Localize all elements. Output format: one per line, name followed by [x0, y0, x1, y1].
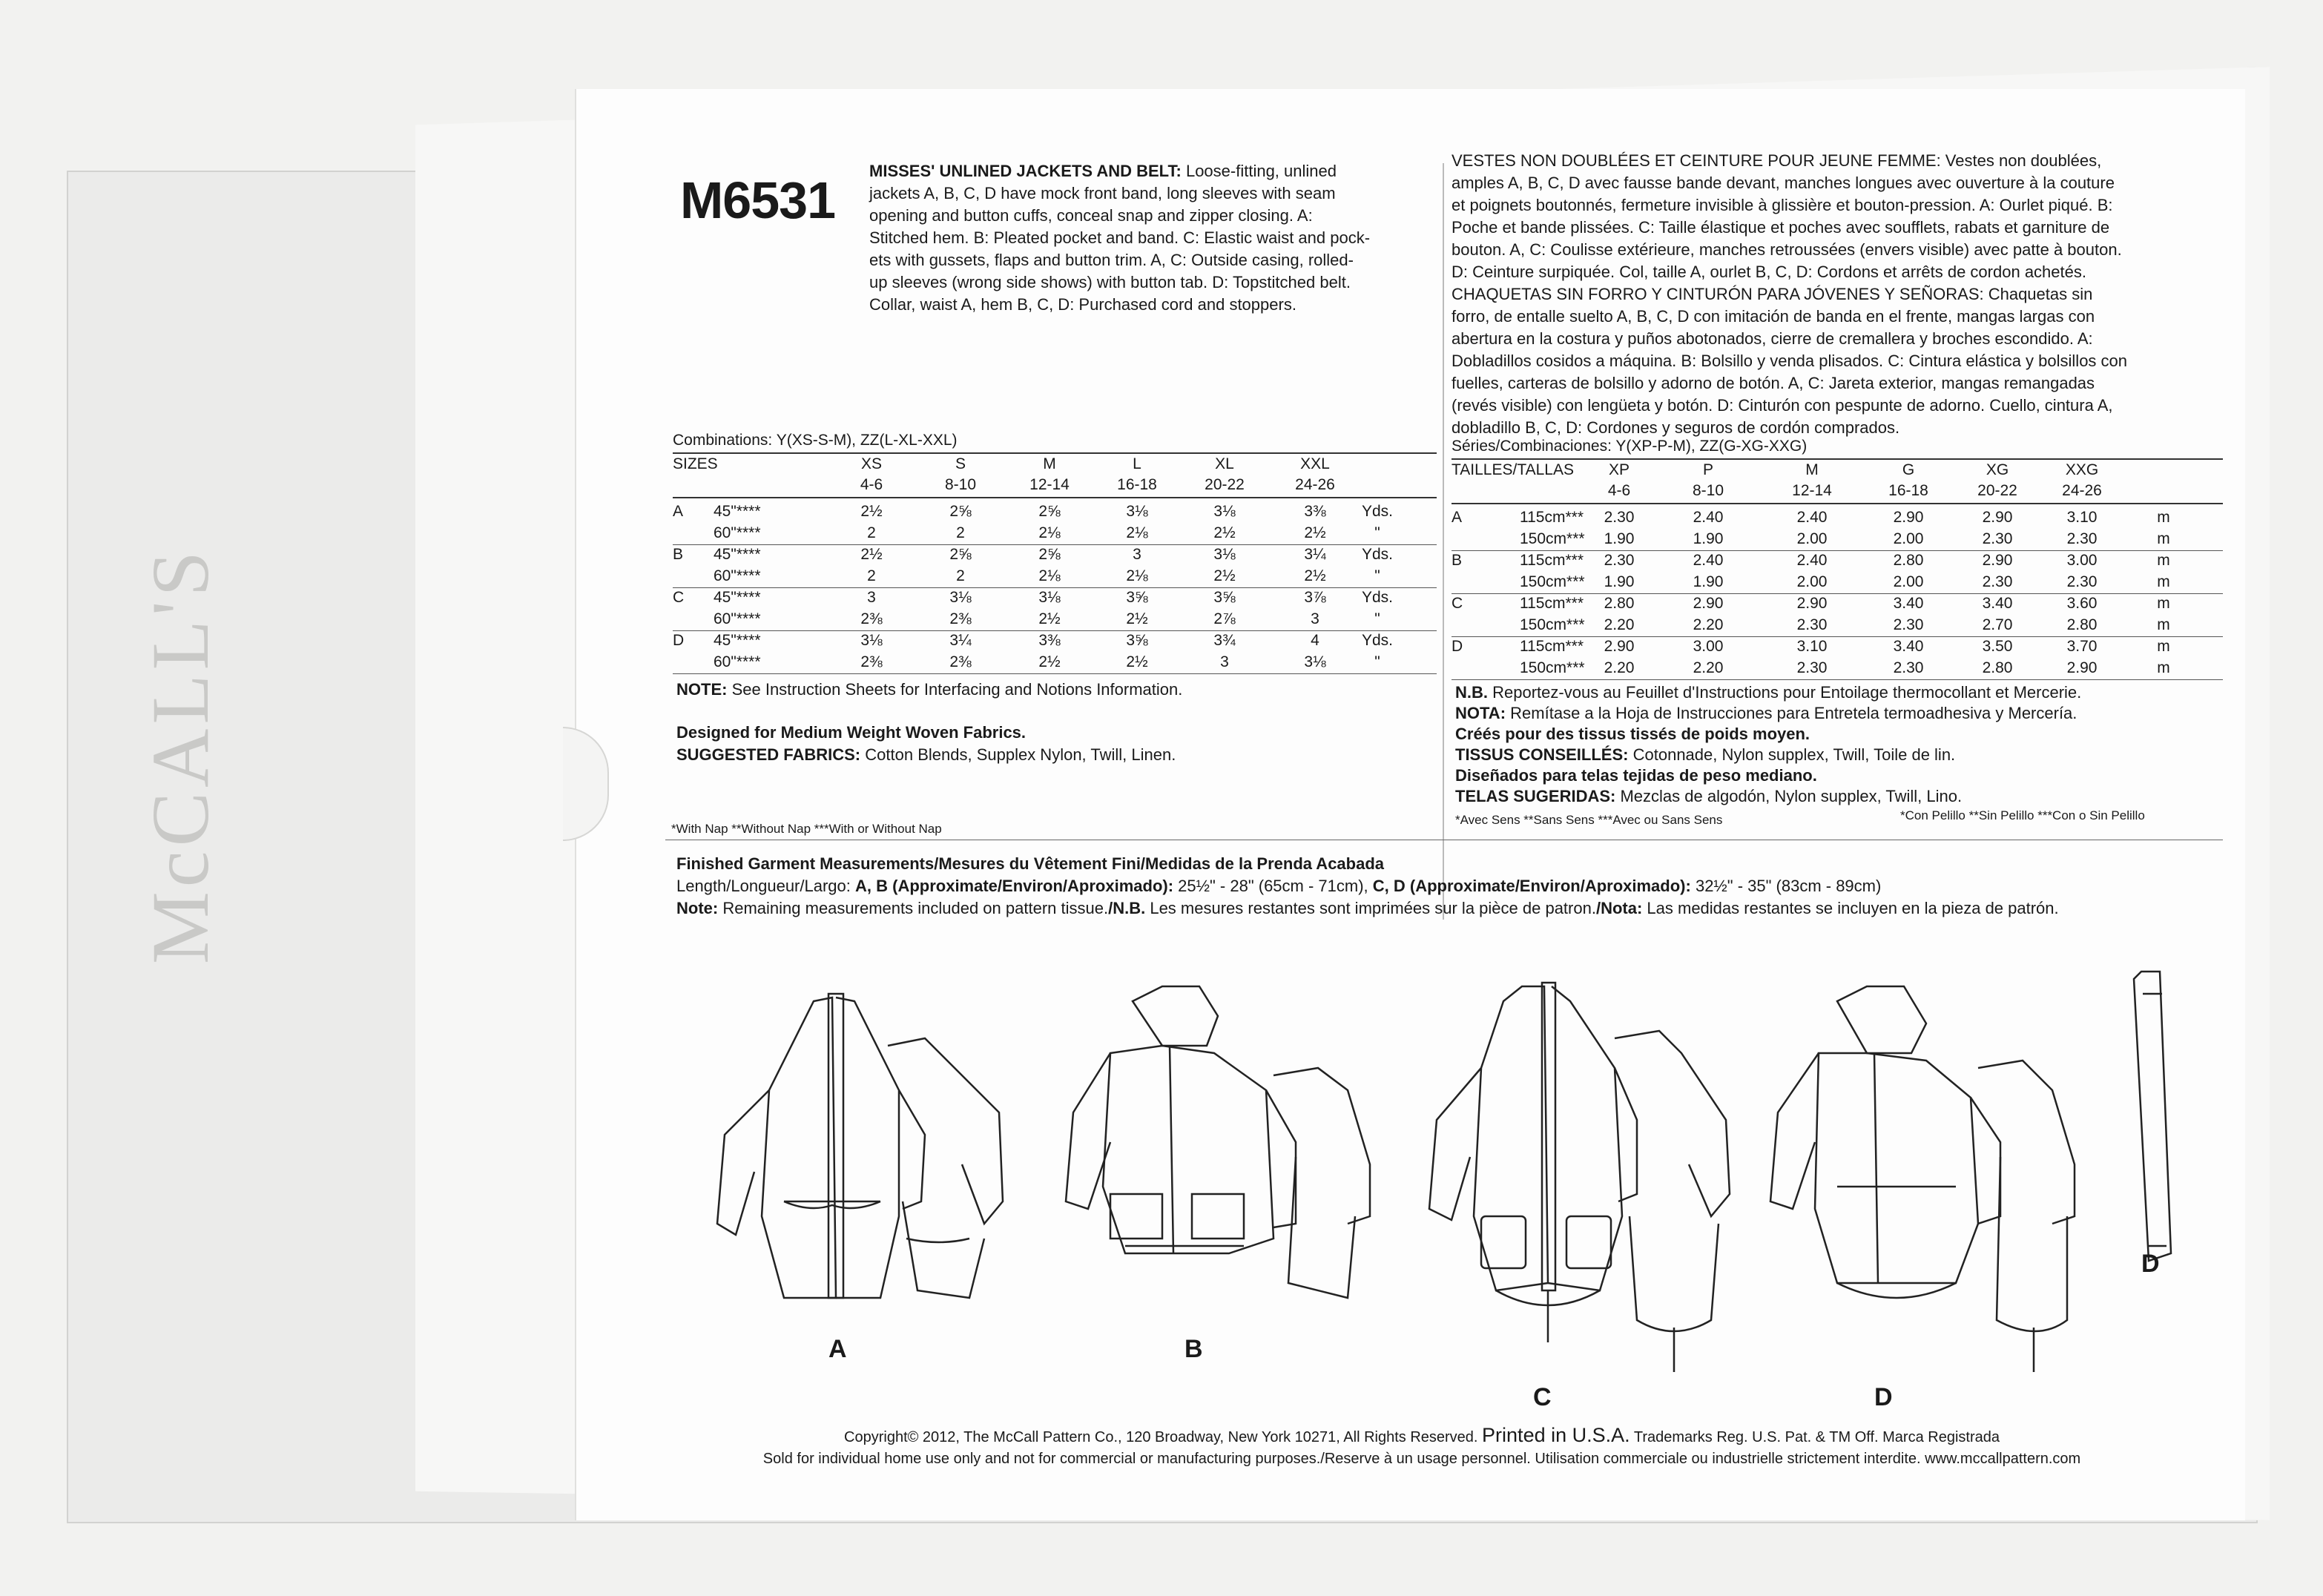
- yardage-value: 3⅝: [1126, 632, 1148, 649]
- description-fr-line-2: et poignets boutonnés, fermeture invisible à glissière et bouton-pression. A: Ourlet piqué. B:: [1452, 196, 2113, 214]
- description-fr-line-0: VESTES NON DOUBLÉES ET CEINTURE POUR JEUNE FEMME: Vestes non doublées,: [1452, 151, 2102, 170]
- sketch-view-c: [1414, 972, 1763, 1417]
- envelope-notch: [563, 727, 609, 841]
- fabric-width: 115cm***: [1520, 509, 1584, 526]
- yardage-value: 3⅛: [949, 589, 972, 606]
- notes-fr-es: [1455, 682, 2227, 807]
- yardage-value: 2⅛: [1038, 524, 1061, 541]
- yardage-value: 3.50: [1982, 638, 2013, 655]
- yardage-value: 2⅜: [860, 653, 883, 670]
- yardage-value: 3⅛: [1304, 653, 1326, 670]
- fabric-width: 60"****: [714, 610, 761, 627]
- yardage-value: 3: [867, 589, 876, 606]
- size-num-en: 12-14: [1029, 476, 1070, 493]
- yardage-value: 3.00: [2066, 552, 2098, 569]
- nota-es: NOTA: Remítase a la Hoja de Instrucciones para Entretela termoadhesiva y Mercería.: [1455, 704, 2077, 722]
- fabric-width: 115cm***: [1520, 595, 1584, 612]
- table-fr-rule-top: [1452, 458, 2223, 460]
- fabric-width: 45"****: [714, 589, 761, 606]
- table-row-rule: [673, 630, 1437, 631]
- table-row-rule: [1452, 679, 2223, 680]
- description-fr-line-3: Poche et bande plissées. C: Taille élastique et poches avec soufflets, rabats et garniture de: [1452, 218, 2110, 237]
- size-name-fr: XP: [1608, 461, 1630, 478]
- view-label-a: A: [828, 1335, 847, 1363]
- nb-fr: N.B. Reportez-vous au Feuillet d'Instructions pour Entoilage thermocollant et Mercerie.: [1455, 683, 2082, 702]
- size-num-en: 8-10: [944, 476, 977, 493]
- yardage-value: 2½: [1038, 653, 1061, 670]
- fabric-width: 60"****: [714, 653, 761, 670]
- yardage-unit: Yds.: [1361, 589, 1394, 606]
- suggested-fabrics-en: SUGGESTED FABRICS: Cotton Blends, Supplex Nylon, Twill, Linen.: [676, 745, 1176, 764]
- description-fr-line-4: bouton. A, C: Coulisse extérieure, manches retroussées (envers visible) avec patte à bouton.: [1452, 240, 2122, 259]
- footnote-fr: *Avec Sens **Sans Sens ***Avec ou Sans Sens: [1455, 813, 1723, 827]
- table-fr-rule-header: [1452, 503, 2223, 504]
- yardage-value: 3: [1133, 546, 1141, 563]
- size-num-fr: 24-26: [2062, 482, 2102, 499]
- sketch-belt-d: [2119, 964, 2186, 1276]
- size-name-fr: XG: [1986, 461, 2009, 478]
- note-interfacing-en: NOTE: See Instruction Sheets for Interfacing and Notions Information.: [676, 680, 1183, 699]
- yardage-value: 2½: [860, 503, 883, 520]
- table-en-rule-top: [673, 452, 1437, 454]
- yardage-value: 2.20: [1693, 659, 1724, 676]
- fabric-width: 60"****: [714, 567, 761, 584]
- size-name-fr: M: [1805, 461, 1819, 478]
- yardage-value: 2: [867, 524, 876, 541]
- description-es-line-3: Dobladillos cosidos a máquina. B: Bolsillo y venda plisados. C: Cintura elástica y bolsillos con: [1452, 352, 2128, 370]
- yardage-value: 3⅜: [1038, 632, 1061, 649]
- fabric-width: 150cm***: [1520, 530, 1585, 547]
- yardage-value: 3⅛: [860, 632, 883, 649]
- yardage-value: 2.00: [1796, 530, 1828, 547]
- sketch-view-a: [702, 979, 1029, 1394]
- combinations-en: Combinations: Y(XS-S-M), ZZ(L-XL-XXL): [673, 432, 958, 449]
- size-num-en: 4-6: [860, 476, 883, 493]
- fabric-width: 45"****: [714, 632, 761, 649]
- fabric-width: 115cm***: [1520, 552, 1584, 569]
- yardage-value: 2.30: [1796, 616, 1828, 633]
- table-view-letter: B: [1452, 552, 1463, 569]
- table-row-rule: [1452, 636, 2223, 637]
- yardage-unit: m: [2157, 573, 2170, 590]
- description-fr: [1452, 150, 2223, 283]
- yardage-value: 3: [1220, 653, 1229, 670]
- yardage-unit: Yds.: [1361, 503, 1394, 520]
- finished-measurements: [676, 853, 2227, 920]
- yardage-value: 2.00: [1893, 573, 1924, 590]
- table-view-letter: D: [673, 632, 685, 649]
- yardage-value: 2.90: [1982, 552, 2013, 569]
- description-en-line-1: jackets A, B, C, D have mock front band, long sleeves with seam: [869, 184, 1336, 202]
- yardage-value: 2.80: [1982, 659, 2013, 676]
- yardage-value: 2.90: [1982, 509, 2013, 526]
- table-view-letter: A: [673, 503, 684, 520]
- yardage-value: 3⅛: [1213, 503, 1236, 520]
- yardage-value: 2.30: [1604, 509, 1635, 526]
- yardage-value: 2⅝: [949, 503, 972, 520]
- yardage-value: 2.80: [2066, 616, 2098, 633]
- yardage-value: 3: [1311, 610, 1319, 627]
- table-row-rule: [673, 544, 1437, 545]
- yardage-value: 2.20: [1604, 659, 1635, 676]
- sizes-label-en: SIZES: [673, 455, 718, 472]
- yardage-value: 1.90: [1693, 573, 1724, 590]
- size-num-fr: 4-6: [1607, 482, 1631, 499]
- yardage-value: 2: [956, 524, 965, 541]
- yardage-unit: m: [2157, 552, 2170, 569]
- yardage-value: 2.40: [1693, 552, 1724, 569]
- pattern-number: M6531: [680, 171, 836, 229]
- description-en-line-2: opening and button cuffs, conceal snap and zipper closing. A:: [869, 206, 1313, 225]
- yardage-value: 3¼: [949, 632, 972, 649]
- yardage-value: 2.30: [2066, 530, 2098, 547]
- yardage-value: 2⅝: [1038, 546, 1061, 563]
- pattern-back-page: [575, 89, 2245, 1520]
- yardage-value: 2.20: [1604, 616, 1635, 633]
- description-fr-line-1: amples A, B, C, D avec fausse bande devant, manches longues avec ouverture à la couture: [1452, 174, 2115, 192]
- yardage-unit: m: [2157, 595, 2170, 612]
- description-es-line-5: (revés visible) con lengüeta y botón. D: Cinturón con pespunte de adorno. Cuello, cintura A,: [1452, 396, 2113, 415]
- notes-en: [676, 679, 1433, 766]
- yardage-value: 2.80: [1893, 552, 1924, 569]
- table-view-letter: A: [1452, 509, 1463, 526]
- description-en-line-6: Collar, waist A, hem B, C, D: Purchased cord and stoppers.: [869, 295, 1296, 314]
- yardage-value: 2½: [1126, 610, 1148, 627]
- description-en-line-5: up sleeves (wrong side shows) with button tab. D: Topstitched belt.: [869, 273, 1351, 291]
- size-name-en: M: [1043, 455, 1056, 472]
- yardage-value: 2.40: [1693, 509, 1724, 526]
- size-num-en: 16-18: [1117, 476, 1157, 493]
- yardage-value: 2⅛: [1038, 567, 1061, 584]
- size-num-fr: 12-14: [1792, 482, 1832, 499]
- yardage-unit: m: [2157, 659, 2170, 676]
- size-num-en: 24-26: [1295, 476, 1335, 493]
- sizes-label-fr: TAILLES/TALLAS: [1452, 461, 1574, 478]
- yardage-value: 2⅝: [949, 546, 972, 563]
- table-view-letter: C: [1452, 595, 1463, 612]
- yardage-value: 2.40: [1796, 552, 1828, 569]
- yardage-value: 2.30: [1893, 616, 1924, 633]
- yardage-value: 3⅛: [1126, 503, 1148, 520]
- sketch-view-b: [1051, 972, 1392, 1387]
- footnote-en: *With Nap **Without Nap ***With or Without Nap: [671, 822, 942, 836]
- yardage-value: 4: [1311, 632, 1319, 649]
- yardage-value: 2.90: [1693, 595, 1724, 612]
- yardage-value: 2⅜: [949, 653, 972, 670]
- fabric-width: 45"****: [714, 503, 761, 520]
- yardage-value: 3.10: [1796, 638, 1828, 655]
- measurements-title: Finished Garment Measurements/Mesures du Vêtement Fini/Medidas de la Prenda Acabada: [676, 854, 1385, 873]
- fabric-width: 115cm***: [1520, 638, 1584, 655]
- description-en-line-0: MISSES' UNLINED JACKETS AND BELT: Loose-fitting, unlined: [869, 162, 1337, 180]
- table-row-rule: [1452, 550, 2223, 551]
- size-name-en: XL: [1215, 455, 1234, 472]
- yardage-value: 2.90: [2066, 659, 2098, 676]
- yardage-value: 3.40: [1893, 638, 1924, 655]
- size-name-fr: XXG: [2065, 461, 2099, 478]
- yardage-unit: ": [1374, 524, 1380, 541]
- yardage-value: 2.00: [1796, 573, 1828, 590]
- table-row-rule: [673, 587, 1437, 588]
- designed-for-en: Designed for Medium Weight Woven Fabrics.: [676, 723, 1027, 742]
- yardage-value: 2.90: [1796, 595, 1828, 612]
- yardage-value: 2⅜: [949, 610, 972, 627]
- yardage-value: 2.90: [1893, 509, 1924, 526]
- sketch-view-d: [1756, 972, 2104, 1417]
- yardage-value: 2½: [1213, 567, 1236, 584]
- yardage-value: 2½: [1304, 524, 1326, 541]
- yardage-value: 3.70: [2066, 638, 2098, 655]
- footnote-es: *Con Pelillo **Sin Pelillo ***Con o Sin Pelillo: [1900, 808, 2145, 822]
- envelope-back-print: McCALL'S: [135, 547, 225, 964]
- yardage-value: 2.30: [1796, 659, 1828, 676]
- measurements-length: Length/Longueur/Largo: A, B (Approximate/Environ/Aproximado): 25½" - 28" (65cm - 71cm), C, D (Approximate/Environ/Aproximado): 32½" - 35" (83cm - 89cm): [676, 877, 1882, 895]
- yardage-unit: Yds.: [1361, 632, 1394, 649]
- description-en: [869, 160, 1429, 316]
- yardage-unit: m: [2157, 509, 2170, 526]
- yardage-value: 2⅝: [1038, 503, 1061, 520]
- yardage-value: 2.30: [1604, 552, 1635, 569]
- size-name-en: XXL: [1300, 455, 1330, 472]
- yardage-value: 3.40: [1982, 595, 2013, 612]
- size-name-en: L: [1133, 455, 1141, 472]
- fabric-width: 150cm***: [1520, 659, 1585, 676]
- description-en-line-3: Stitched hem. B: Pleated pocket and band. C: Elastic waist and pock-: [869, 228, 1371, 247]
- fabric-width: 60"****: [714, 524, 761, 541]
- yardage-unit: m: [2157, 638, 2170, 655]
- yardage-unit: Yds.: [1361, 546, 1394, 563]
- disenados-es: Diseñados para telas tejidas de peso mediano.: [1455, 766, 1817, 785]
- description-fr-line-5: D: Ceinture surpiquée. Col, taille A, ourlet B, C, D: Cordons et arrêts de cordon achetés.: [1452, 263, 2086, 281]
- copyright-line-1: Copyright© 2012, The McCall Pattern Co., 120 Broadway, New York 10271, All Rights Reserved. Printed in U.S.A. Trademarks Reg. U.S. Pat. & TM Off. Marca Registrada: [844, 1424, 2000, 1446]
- yardage-value: 2½: [1304, 567, 1326, 584]
- yardage-value: 2⅞: [1213, 610, 1236, 627]
- yardage-value: 2.30: [2066, 573, 2098, 590]
- yardage-value: 2.90: [1604, 638, 1635, 655]
- yardage-value: 3⅛: [1213, 546, 1236, 563]
- yardage-value: 3⅜: [1304, 503, 1326, 520]
- view-label-d: D: [1874, 1383, 1893, 1411]
- yardage-value: 3.00: [1693, 638, 1724, 655]
- yardage-unit: ": [1374, 653, 1380, 670]
- table-row-rule: [673, 673, 1437, 674]
- yardage-unit: ": [1374, 610, 1380, 627]
- yardage-value: 2.00: [1893, 530, 1924, 547]
- tissus-fr: TISSUS CONSEILLÉS: Cotonnade, Nylon supplex, Twill, Toile de lin.: [1455, 745, 1956, 764]
- yardage-value: 3⅛: [1038, 589, 1061, 606]
- yardage-value: 2⅜: [860, 610, 883, 627]
- yardage-value: 2½: [1126, 653, 1148, 670]
- yardage-unit: m: [2157, 530, 2170, 547]
- size-num-fr: 20-22: [1977, 482, 2017, 499]
- fabric-width: 150cm***: [1520, 573, 1585, 590]
- size-name-en: XS: [860, 455, 882, 472]
- yardage-value: 3¼: [1304, 546, 1326, 563]
- table-view-letter: C: [673, 589, 685, 606]
- yardage-value: 2: [867, 567, 876, 584]
- table-row-rule: [1452, 593, 2223, 594]
- column-divider: [1443, 163, 1444, 920]
- yardage-value: 1.90: [1693, 530, 1724, 547]
- yardage-value: 2.70: [1982, 616, 2013, 633]
- description-es-line-4: fuelles, carteras de bolsillo y adorno de botón. A, C: Jareta exterior, mangas remangadas: [1452, 374, 2095, 392]
- yardage-unit: m: [2157, 616, 2170, 633]
- yardage-value: 2.30: [1893, 659, 1924, 676]
- yardage-value: 3⅝: [1126, 589, 1148, 606]
- yardage-value: 2⅛: [1126, 567, 1148, 584]
- fabric-width: 150cm***: [1520, 616, 1585, 633]
- yardage-value: 1.90: [1604, 573, 1635, 590]
- table-view-letter: B: [673, 546, 684, 563]
- description-es: [1452, 283, 2223, 439]
- view-label-b: B: [1184, 1335, 1203, 1363]
- yardage-value: 2.30: [1982, 573, 2013, 590]
- yardage-value: 2.30: [1982, 530, 2013, 547]
- size-num-en: 20-22: [1205, 476, 1245, 493]
- copyright-line-2: Sold for individual home use only and not for commercial or manufacturing purposes./Reserve à un usage personnel. Utilisation commerciale ou industrielle strictement interdite. www.mccallpattern.com: [762, 1451, 2081, 1467]
- description-es-line-1: forro, de entalle suelto A, B, C, D con imitación de banda en el frente, mangas largas con: [1452, 307, 2095, 326]
- size-num-fr: 16-18: [1888, 482, 1928, 499]
- size-name-fr: P: [1702, 461, 1713, 478]
- size-num-fr: 8-10: [1692, 482, 1724, 499]
- description-es-line-2: abertura en la costura y puños abotonados, cierre de cremallera y broches escondido. A:: [1452, 329, 2093, 348]
- yardage-value: 2: [956, 567, 965, 584]
- yardage-value: 3.40: [1893, 595, 1924, 612]
- fabric-width: 45"****: [714, 546, 761, 563]
- view-label-d-belt: D: [2141, 1250, 2160, 1278]
- table-view-letter: D: [1452, 638, 1463, 655]
- description-es-line-6: dobladillo B, C, D: Cordones y seguros de cordón comprados.: [1452, 418, 1900, 437]
- view-label-c: C: [1533, 1383, 1552, 1411]
- crees-fr: Créés pour des tissus tissés de poids moyen.: [1455, 725, 1810, 743]
- yardage-value: 3⅝: [1213, 589, 1236, 606]
- yardage-value: 3.10: [2066, 509, 2098, 526]
- size-name-fr: G: [1902, 461, 1915, 478]
- yardage-value: 2⅛: [1126, 524, 1148, 541]
- yardage-value: 3.60: [2066, 595, 2098, 612]
- combinations-fr: Séries/Combinaciones: Y(XP-P-M), ZZ(G-XG-XXG): [1452, 438, 1808, 455]
- yardage-value: 3¾: [1213, 632, 1236, 649]
- yardage-unit: ": [1374, 567, 1380, 584]
- yardage-value: 2½: [1038, 610, 1061, 627]
- size-name-en: S: [955, 455, 966, 472]
- yardage-value: 3⅞: [1304, 589, 1326, 606]
- description-en-line-4: ets with gussets, flaps and button trim. A, C: Outside casing, rolled-: [869, 251, 1354, 269]
- yardage-value: 2½: [1213, 524, 1236, 541]
- table-en-rule-header: [673, 497, 1437, 498]
- description-es-line-0: CHAQUETAS SIN FORRO Y CINTURÓN PARA JÓVENES Y SEÑORAS: Chaquetas sin: [1452, 285, 2093, 303]
- yardage-value: 2.40: [1796, 509, 1828, 526]
- yardage-value: 2.20: [1693, 616, 1724, 633]
- measurements-note: Note: Remaining measurements included on pattern tissue./N.B. Les mesures restantes sont imprimées sur la pièce de patron./Nota: Las medidas restantes se incluyen en la pieza de patrón.: [676, 899, 2059, 917]
- yardage-value: 2.80: [1604, 595, 1635, 612]
- yardage-value: 2½: [860, 546, 883, 563]
- telas-es: TELAS SUGERIDAS: Mezclas de algodón, Nylon supplex, Twill, Lino.: [1455, 787, 1963, 805]
- yardage-value: 1.90: [1604, 530, 1635, 547]
